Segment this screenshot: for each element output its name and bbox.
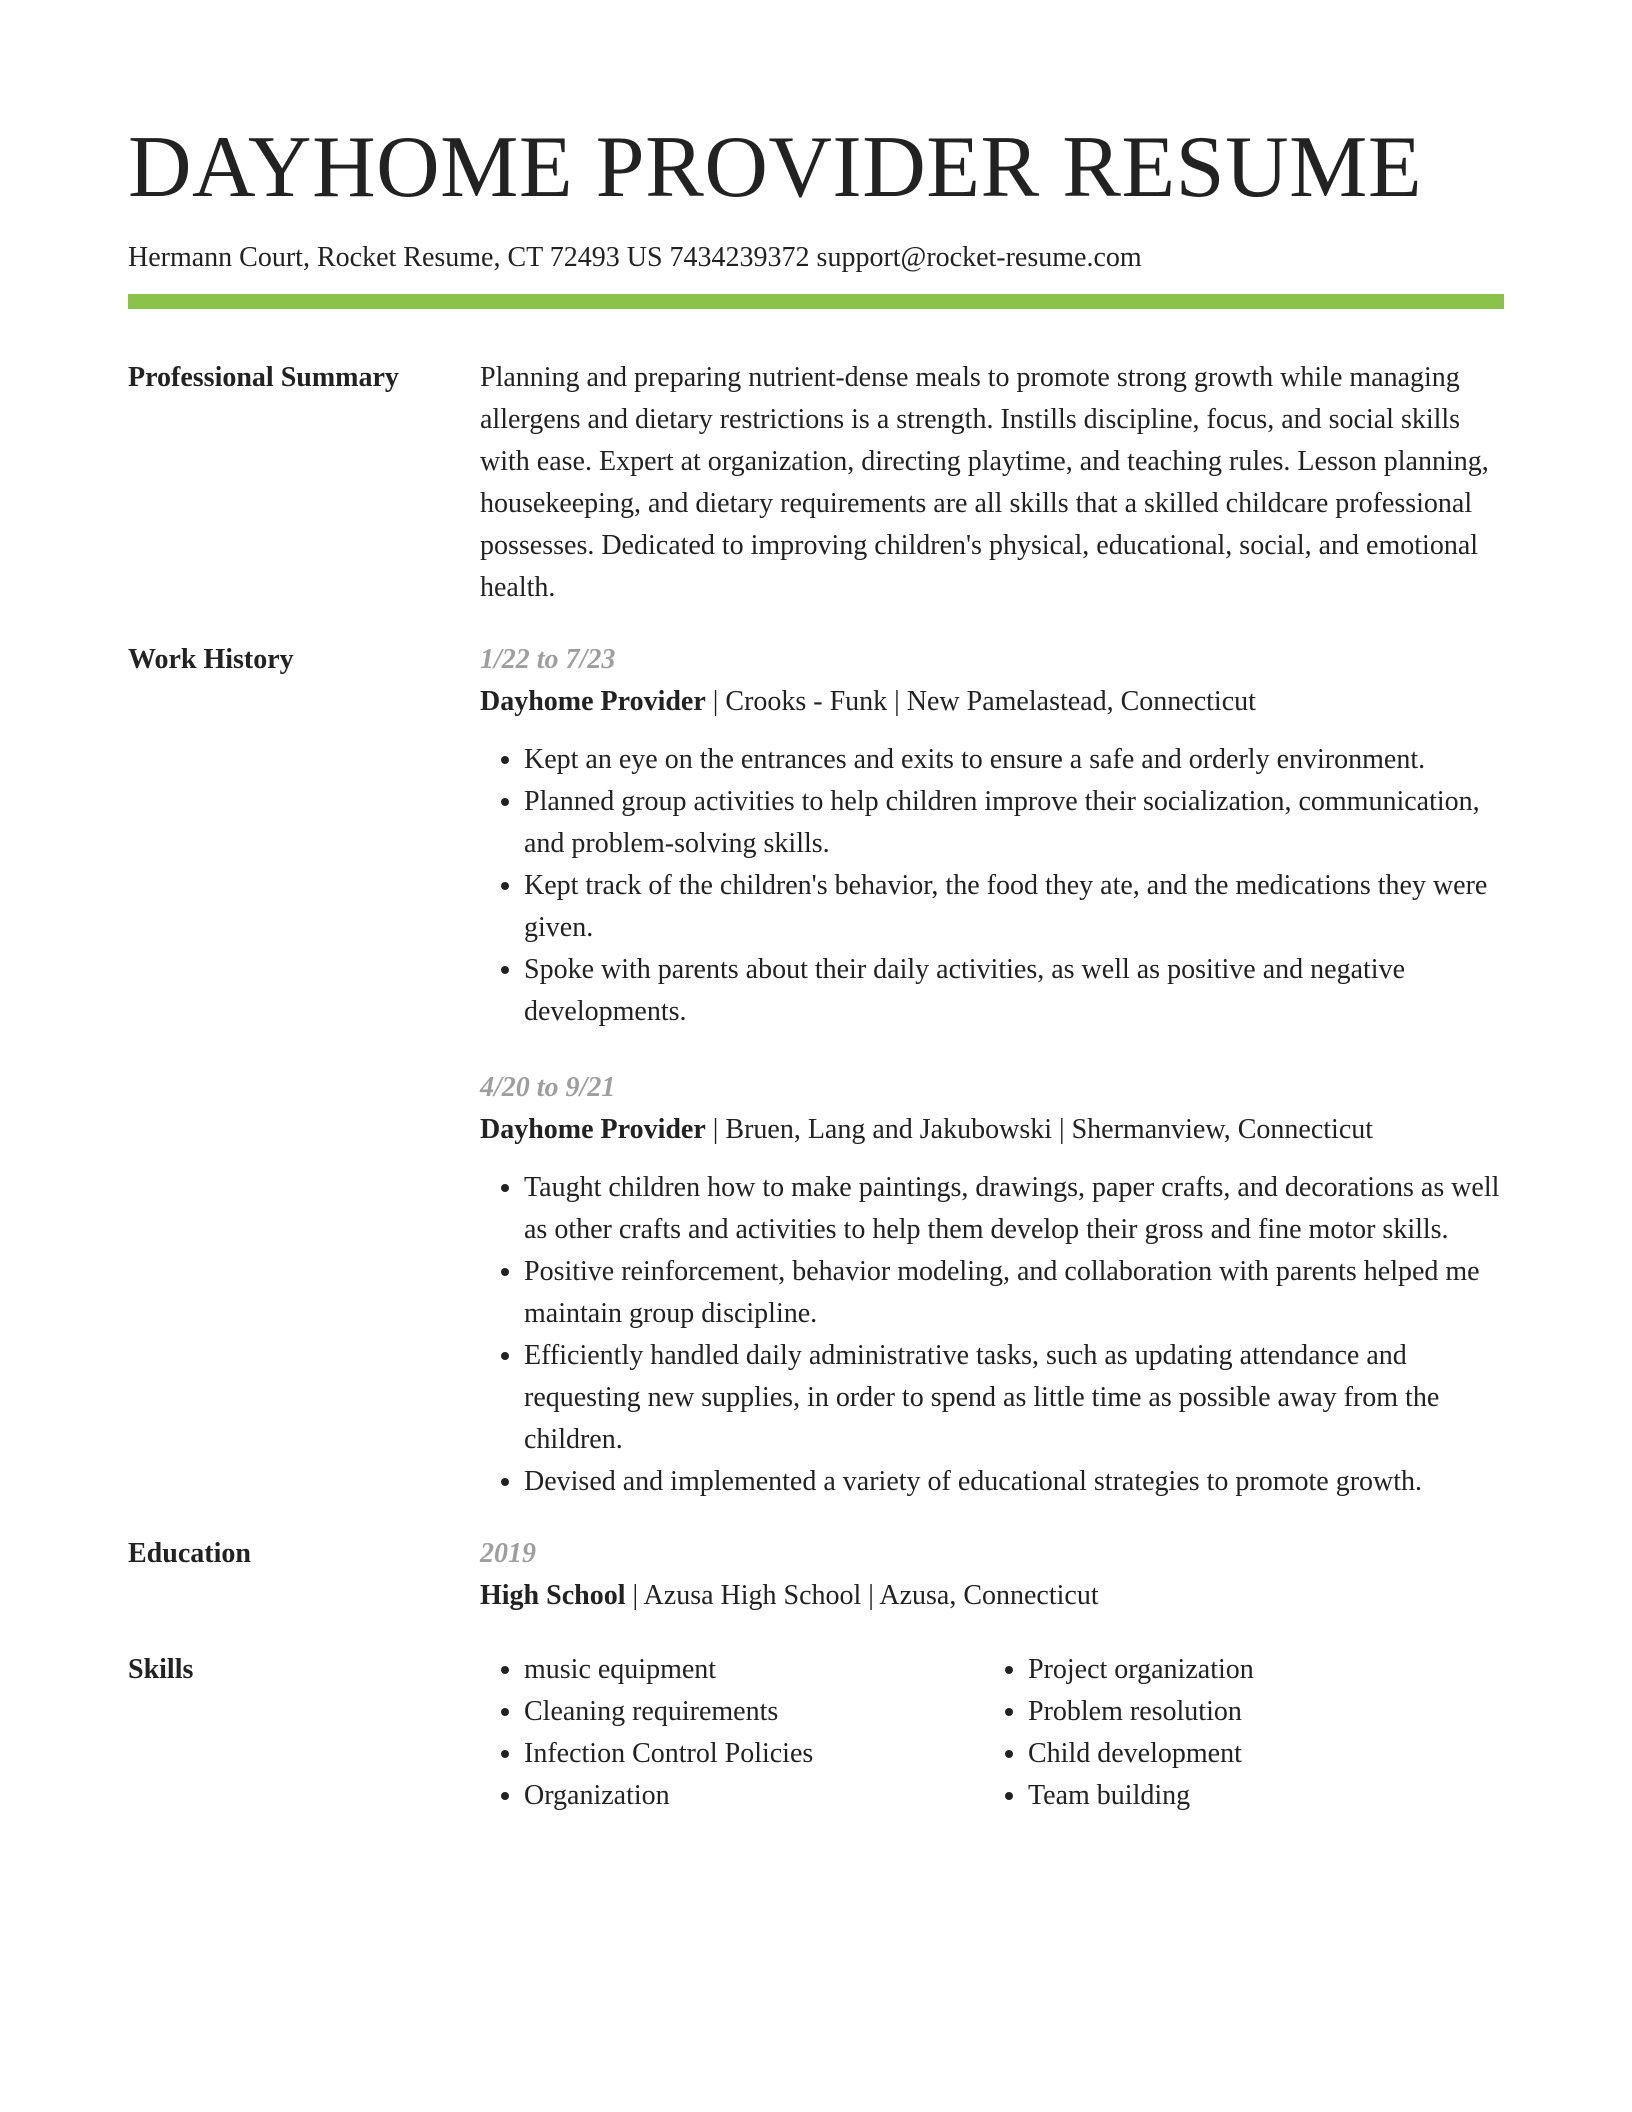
skill-item: • Project organization (1028, 1649, 1488, 1691)
education-details: | Azusa High School | Azusa, Connecticut (625, 1580, 1099, 1611)
skills-column-left (480, 1649, 984, 1817)
education-section (128, 1533, 1504, 1617)
job-bullet: • Taught children how to make paintings, drawings, paper crafts, and decorations as well as other crafts and activities to help them develop their gross and fine motor skills. (524, 1167, 1504, 1251)
resume-title: DAYHOME PROVIDER RESUME (128, 119, 1423, 216)
skill-item: • Organization (524, 1775, 984, 1817)
header-divider (128, 294, 1504, 309)
job-details: | Bruen, Lang and Jakubowski | Shermanview, Connecticut (705, 1114, 1374, 1145)
job-dates: 4/20 to 9/21 (480, 1072, 616, 1103)
job-bullet: • Kept an eye on the entrances and exits to ensure a safe and orderly environment. (524, 739, 1504, 781)
job-title-line (480, 1109, 1504, 1151)
skills-grid (480, 1649, 1504, 1817)
job-bullet: • Spoke with parents about their daily activities, as well as positive and negative developments. (524, 949, 1504, 1033)
job-details: | Crooks - Funk | New Pamelastead, Connecticut (705, 686, 1256, 717)
work-history-section (128, 639, 1504, 1503)
job-entry (480, 639, 1504, 1033)
job-bullet: • Planned group activities to help children improve their socialization, communication, and problem-solving skills. (524, 781, 1504, 865)
education-line (480, 1575, 1504, 1617)
skill-item: • Problem resolution (1028, 1691, 1488, 1733)
job-bullet: • Kept track of the children's behavior, the food they ate, and the medications they were given. (524, 865, 1504, 949)
job-entry (480, 1067, 1504, 1503)
job-bullet: • Efficiently handled daily administrative tasks, such as updating attendance and requesting new supplies, in order to spend as little time as possible away from the children. (524, 1335, 1504, 1461)
skill-item: • music equipment (524, 1649, 984, 1691)
summary-text: Planning and preparing nutrient-dense meals to promote strong growth while managing allergens and dietary restrictions is a strength. Instills discipline, focus, and social skills with ease. Expert at organization, directing playtime, and teaching rules. Lesson planning, housekeeping, and dietary requirements are all skills that a skilled childcare professional possesses. Dedicated to improving children's physical, educational, social, and emotional health. (480, 362, 1489, 603)
summary-heading: Professional Summary (128, 362, 399, 393)
job-bullets (480, 1167, 1504, 1503)
resume-page (128, 0, 1504, 1817)
skill-item: • Child development (1028, 1733, 1488, 1775)
skill-item: • Team building (1028, 1775, 1488, 1817)
skills-section (128, 1649, 1504, 1817)
contact-line: Hermann Court, Rocket Resume, CT 72493 US 7434239372 support@rocket-resume.com (128, 242, 1142, 273)
skill-item: • Infection Control Policies (524, 1733, 984, 1775)
education-year: 2019 (480, 1538, 536, 1569)
job-bullet: • Devised and implemented a variety of educational strategies to promote growth. (524, 1461, 1504, 1503)
work-history-heading: Work History (128, 644, 294, 675)
education-heading: Education (128, 1538, 251, 1569)
job-bullet: • Positive reinforcement, behavior modeling, and collaboration with parents helped me maintain group discipline. (524, 1251, 1504, 1335)
job-bullets (480, 739, 1504, 1033)
job-role: Dayhome Provider (480, 1114, 706, 1145)
skill-item: • Cleaning requirements (524, 1691, 984, 1733)
job-title-line (480, 681, 1504, 723)
skills-heading: Skills (128, 1654, 194, 1685)
job-dates: 1/22 to 7/23 (480, 644, 616, 675)
job-role: Dayhome Provider (480, 686, 706, 717)
education-degree: High School (480, 1580, 626, 1611)
skills-column-right (984, 1649, 1488, 1817)
summary-section (128, 357, 1504, 609)
